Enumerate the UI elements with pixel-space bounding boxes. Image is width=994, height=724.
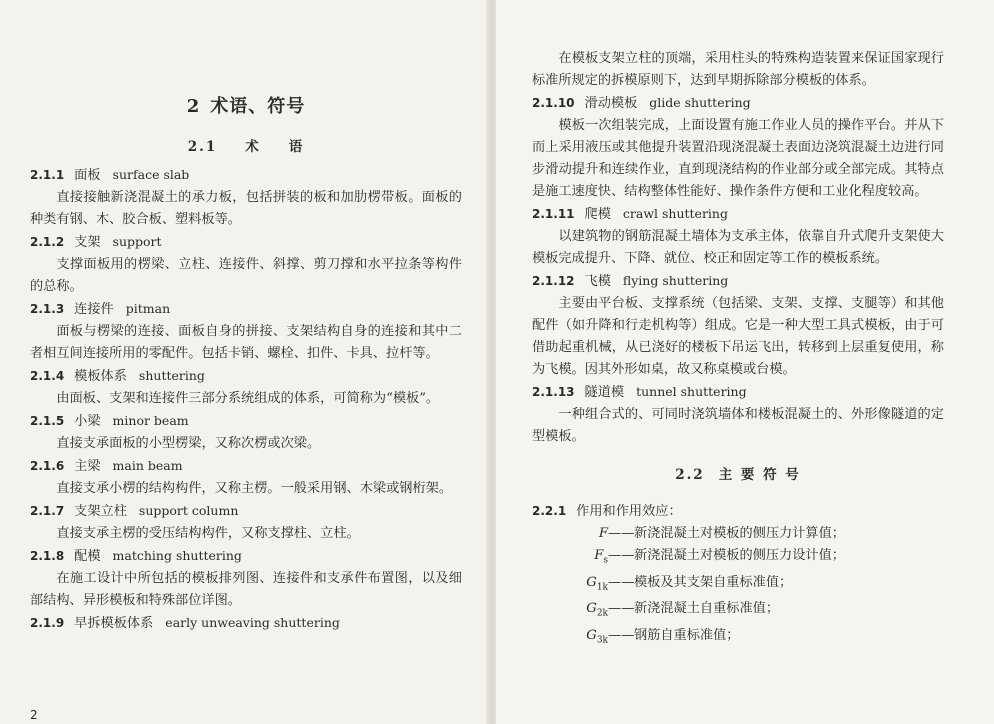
term-chinese: 面板 [74,168,101,183]
symbol-variable [572,572,608,599]
symbol-dash: —— [608,526,635,541]
term-entry [532,381,944,448]
term-heading [30,612,462,635]
term-english: matching shuttering [112,548,242,563]
symbol-description: 新浇混凝土对模板的侧压力计算值； [634,526,845,541]
term-english: main beam [112,458,183,473]
term-definition: 支撑面板用的楞梁、立柱、连接件、斜撑、剪刀撑和水平拉条等构件的总称。 [30,257,462,294]
symbol-heading-text: 作用和作用效应： [576,504,682,519]
term-definition: 主要由平台板、支撑系统（包括梁、支架、支撑、支腿等）和其他配件（如升降和行走机构等）组成。它是一种大型工具式模板，由于可借助起重机械，从已浇好的楼板下吊运飞出，转移到上层重复使用，称为飞模。因其外形如桌，故又称桌模或台模。 [532,296,944,377]
term-definition: 以建筑物的钢筋混凝土墙体为支承主体，依靠自升式爬升支架使大模板完成提升、下降、就位、校正和固定等工作的模板系统。 [532,229,944,266]
term-heading [30,298,462,321]
term-chinese: 支架 [74,235,101,250]
term-heading [532,270,944,293]
continued-definition: 在模板支架立柱的顶端，采用柱头的特殊构造装置来保证国家现行标准所规定的拆模原则下，达到早期拆除部分模板的体系。 [532,51,944,88]
term-chinese: 滑动模板 [584,96,638,111]
symbol-block [532,500,944,652]
section-title-part-b: 语 [288,139,305,155]
term-definition: 面板与楞梁的连接、面板自身的拼接、支架结构自身的连接和其中二者相互间连接所用的零配件。包括卡销、螺栓、扣件、卡具、拉杆等。 [30,324,462,361]
term-number: 2.1.8 [30,549,65,563]
symbol-description: 模板及其支架自重标准值； [634,574,793,590]
symbol-list [532,523,944,652]
symbol-dash: —— [608,601,635,617]
symbol-item [532,625,944,652]
symbol-subscript: 3k [596,635,608,646]
section-title-terms [30,136,462,158]
term-chinese: 小梁 [74,414,101,429]
term-number: 2.1.11 [532,207,575,221]
section-title-symbols [532,464,944,486]
term-chinese: 配模 [74,549,101,564]
term-heading [30,410,462,433]
term-definition: 在施工设计中所包括的模板排列图、连接件和支承件布置图，以及细部结构、异形模板和特殊部位详图。 [30,571,462,608]
symbol-letter: G [586,601,597,617]
term-english: minor beam [112,413,189,428]
term-number: 2.1.12 [532,274,575,288]
chapter-name: 术语、符号 [210,96,306,117]
term-definition: 一种组合式的、可同时浇筑墙体和楼板混凝土的、外形像隧道的定型模板。 [532,407,944,444]
term-heading [30,545,462,568]
term-number: 2.1.2 [30,235,65,249]
term-chinese: 连接件 [74,302,114,317]
term-entry [30,500,462,545]
term-heading [532,203,944,226]
term-number: 2.1.3 [30,302,65,316]
symbol-dash: —— [608,574,635,590]
left-column [30,96,462,635]
symbol-variable [572,523,608,545]
symbol-number: 2.2.1 [532,504,567,518]
term-english: shuttering [138,368,205,383]
term-entry [30,231,462,298]
term-heading [532,92,944,115]
term-number: 2.1.9 [30,616,65,630]
right-column [532,48,944,652]
term-heading [30,164,462,187]
symbol-letter: F [594,548,604,563]
term-chinese: 飞模 [584,274,611,289]
term-entry [30,164,462,231]
term-english: early unweaving shuttering [165,615,340,630]
term-english: glide shuttering [649,95,751,110]
left-term-list [30,164,462,635]
symbol-item [532,523,944,545]
page-number: 2 [30,708,38,722]
term-number: 2.1.5 [30,414,65,428]
term-english: tunnel shuttering [636,384,747,399]
symbol-subscript: 1k [596,582,608,593]
symbol-variable [572,625,608,652]
symbol-item [532,572,944,599]
section2-number: 2.2 [675,467,705,483]
term-english: support column [138,503,239,518]
term-heading [30,455,462,478]
chapter-title [30,96,462,118]
term-number: 2.1.13 [532,385,575,399]
symbol-subscript: s [603,555,608,566]
term-definition: 直接支承小楞的结构构件，又称主楞。一般采用钢、木梁或钢桁架。 [56,481,453,496]
term-english: pitman [125,301,171,316]
symbol-description: 钢筋自重标准值； [634,627,740,643]
term-chinese: 主梁 [74,459,101,474]
term-heading [532,381,944,404]
term-definition: 直接接触新浇混凝土的承力板，包括拼装的板和加肋楞带板。面板的种类有钢、木、胶合板、塑料板等。 [30,190,462,227]
term-heading [30,231,462,254]
symbol-dash: —— [608,548,635,563]
symbol-letter: G [586,627,597,643]
term-number: 2.1.7 [30,504,65,518]
term-entry [30,365,462,410]
term-entry [30,455,462,500]
term-chinese: 隧道模 [584,385,625,400]
term-heading [30,500,462,523]
term-chinese: 爬模 [584,207,611,222]
term-heading [30,365,462,388]
symbol-item [532,598,944,625]
term-english: surface slab [112,167,190,182]
chapter-number: 2 [186,96,201,117]
symbol-item [532,545,944,572]
term-number: 2.1.10 [532,96,575,110]
term-entry [532,203,944,270]
term-chinese: 早拆模板体系 [74,616,154,631]
symbol-subscript: 2k [596,608,608,619]
term-entry [30,545,462,612]
term-definition: 直接支承主楞的受压结构构件，又称支撑柱、立柱。 [56,526,360,541]
term-english: flying shuttering [622,273,729,288]
term-number: 2.1.6 [30,459,65,473]
symbol-dash: —— [608,627,635,643]
section-title-part-a: 术 [245,139,261,155]
term-definition: 由面板、支架和连接件三部分系统组成的体系，可简称为“模板”。 [56,391,440,406]
term-definition: 直接支承面板的小型楞梁，又称次楞或次梁。 [56,436,321,451]
term-number: 2.1.1 [30,168,65,182]
symbol-letter: F [598,526,608,541]
term-definition: 模板一次组装完成，上面设置有施工作业人员的操作平台。并从下而上采用液压或其他提升装置沿现浇混凝土表面边浇筑混凝土边进行同步滑动提升和连续作业，直到现浇结构的作业部分或全部完成。其特点是施工速度快、结构整体性能好、操作条件方便和工业化程度较高。 [532,118,944,199]
term-english: support [112,234,162,249]
section2-name: 主 要 符 号 [718,467,801,483]
term-entry [30,410,462,455]
term-entry [532,270,944,381]
right-term-list [532,92,944,448]
section-number: 2.1 [187,139,218,155]
symbol-description: 新浇混凝土对模板的侧压力设计值； [634,548,845,563]
term-entry [30,612,462,635]
term-chinese: 模板体系 [74,369,127,384]
term-entry [532,92,944,203]
term-entry [30,298,462,365]
symbol-description: 新浇混凝土自重标准值； [634,601,780,617]
term-number: 2.1.4 [30,369,65,383]
symbol-heading [532,500,944,523]
symbol-variable [572,598,608,625]
symbol-variable [572,545,608,572]
symbol-letter: G [586,574,597,590]
term-english: crawl shuttering [622,206,728,221]
term-chinese: 支架立柱 [74,504,127,519]
